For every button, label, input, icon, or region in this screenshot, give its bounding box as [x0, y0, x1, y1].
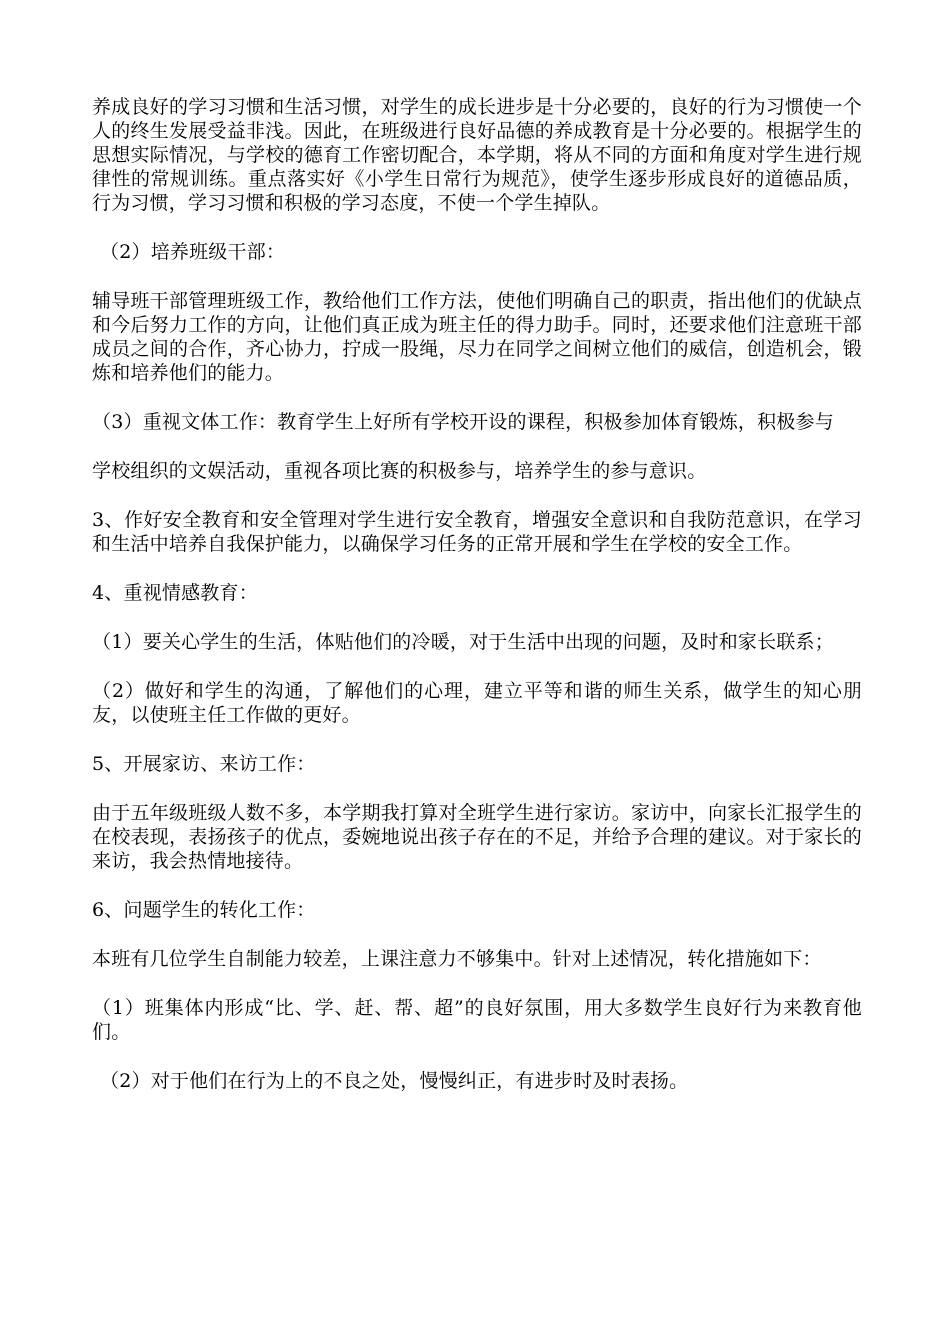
paragraph-problem-students: 本班有几位学生自制能力较差，上课注意力不够集中。针对上述情况，转化措施如下：	[92, 948, 822, 970]
paragraph-care-life: （1）要关心学生的生活，体贴他们的冷暖，对于生活中出现的问题，及时和家长联系；	[92, 631, 834, 653]
paragraph-sports: （3）重视文体工作：教育学生上好所有学校开设的课程，积极参加体育锻炼，积极参与	[92, 411, 834, 433]
paragraph-class-atmosphere: （1）班集体内形成“比、学、赶、帮、超”的良好氛围，用大多数学生良好行为来教育他们。	[92, 997, 862, 1043]
heading-home-visits: 5、开展家访、来访工作：	[92, 753, 316, 775]
heading-problem-students: 6、问题学生的转化工作：	[92, 899, 316, 921]
document-page	[92, 95, 862, 1118]
paragraph-safety: 3、作好安全教育和安全管理对学生进行安全教育，增强安全意识和自我防范意识，在学习和生活中培养自我保护能力，以确保学习任务的正常开展和学生在学校的安全工作。	[92, 509, 862, 555]
paragraph-habits: 养成良好的学习习惯和生活习惯，对学生的成长进步是十分必要的，良好的行为习惯使一个人的终生发展受益非浅。因此，在班级进行良好品德的养成教育是十分必要的。根据学生的思想实际情况，与学校的德育工作密切配合，本学期，将从不同的方面和角度对学生进行规律性的常规训练。重点落实好《小学生日常行为规范》，使学生逐步形成良好的道德品质，行为习惯，学习习惯和积极的学习态度，不使一个学生掉队。	[92, 96, 862, 214]
heading-emotional-education: 4、重视情感教育：	[92, 582, 258, 604]
paragraph-correction: （2）对于他们在行为上的不良之处，慢慢纠正，有进步时及时表扬。	[100, 1070, 689, 1092]
paragraph-communication: （2）做好和学生的沟通，了解他们的心理，建立平等和谐的师生关系，做学生的知心朋友，以使班主任工作做的更好。	[92, 680, 862, 726]
paragraph-home-visits: 由于五年级班级人数不多，本学期我打算对全班学生进行家访。家访中，向家长汇报学生的在校表现，表扬孩子的优点，委婉地说出孩子存在的不足，并给予合理的建议。对于家长的来访，我会热情地接待。	[92, 802, 862, 872]
paragraph-cadres: 辅导班干部管理班级工作，教给他们工作方法，使他们明确自己的职责，指出他们的优缺点和今后努力工作的方向，让他们真正成为班主任的得力助手。同时，还要求他们注意班干部成员之间的合作，齐心协力，拧成一股绳，尽力在同学之间树立他们的威信，创造机会，锻炼和培养他们的能力。	[92, 290, 862, 384]
heading-train-cadres: （2）培养班级干部：	[100, 241, 286, 263]
paragraph-activities: 学校组织的文娱活动，重视各项比赛的积极参与，培养学生的参与意识。	[92, 460, 707, 482]
